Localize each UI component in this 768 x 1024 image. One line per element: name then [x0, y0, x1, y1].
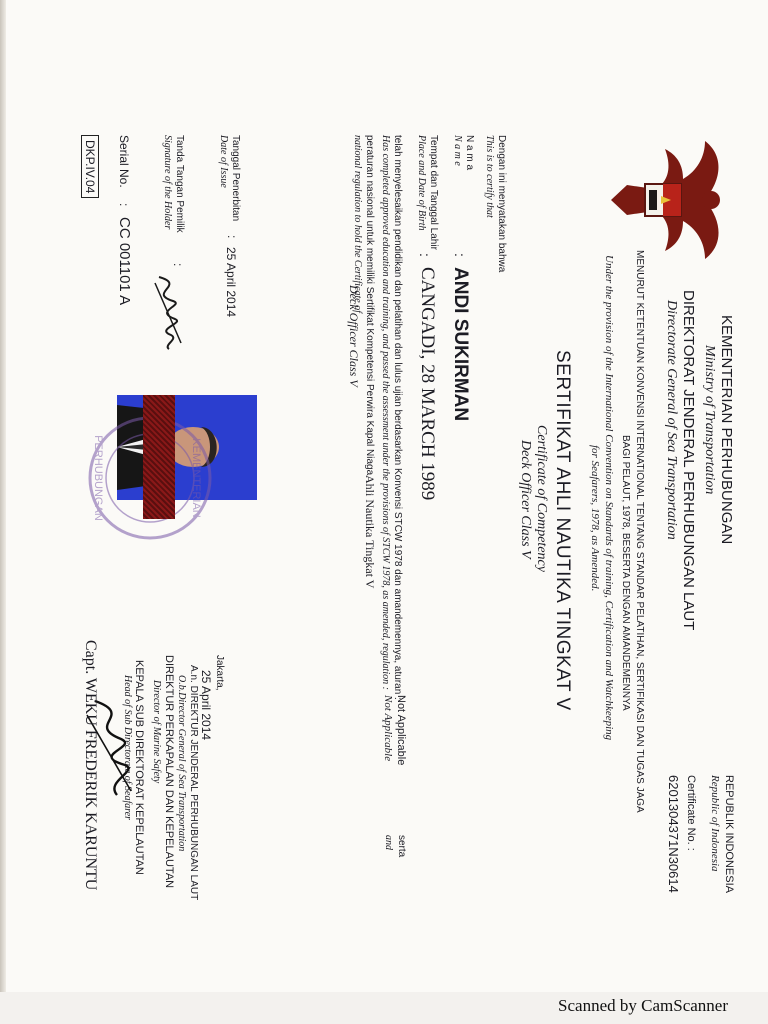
statement-line-3-value: Ahli Nautika Tingkat V — [363, 475, 377, 589]
certificate-no-label: Certificate No. : — [685, 775, 697, 851]
statement-line-3: peraturan nasional untuk memiliki Sertifikat Kompetensi Perwira Kapal Niaga — [364, 135, 375, 476]
name-label-en: N a m e — [452, 135, 463, 166]
ministry-title-en: Ministry of Transportation — [702, 345, 717, 495]
serial-colon: : — [117, 203, 131, 207]
issue-date-label: Tanggal Penerbitan — [230, 135, 241, 222]
statement-line-2: Has completed approved education and training, and passed the assessment under the provisions of STCW 1978, as amended, regulation : — [380, 135, 391, 690]
issuer-director-en: Director of Marine Safety — [151, 680, 162, 784]
form-code — [83, 135, 97, 198]
certify-text-en: This is to certify that — [484, 135, 495, 218]
certify-text: Dengan ini menyatakan bahwa — [496, 135, 507, 273]
garuda-emblem-icon — [605, 135, 735, 265]
issuer-director: DIREKTUR PERKAPALAN DAN KEPELAUTAN — [163, 655, 175, 889]
directorate-title-en: Directorate General of Sea Transportation — [664, 300, 679, 540]
issuer-an-en: O.b.Director General of Sea Transportation — [176, 675, 187, 852]
form-code-box: DKP.IV.04 — [81, 135, 99, 198]
security-strip — [143, 395, 175, 519]
stamp-word-bottom: PERHUBUNGAN — [92, 435, 104, 521]
certificate-class: Deck Officer Class V — [518, 440, 533, 559]
birth-label-en: Place and Date of Birth — [416, 135, 427, 231]
provision-line-3: Under the provision of the International Convention on Standards of training, Certification and Watchkeeping — [603, 255, 615, 741]
holder-signature — [143, 273, 193, 353]
provision-line-2: BAGI PELAUT, 1978, BESERTA DENGAN AMANDEMENNYA — [620, 435, 631, 711]
holder-signature-label: Tanda Tangan Pemilik — [174, 135, 185, 233]
name-label: N a m a — [464, 135, 475, 171]
provision-line-1: MENURUT KETENTUAN KONVENSI INTERNATIONAL TENTANG STANDAR PELATIHAN, SERTIFIKASI DAN TUGAS JAGA — [634, 250, 645, 813]
statement-line-1-right: Not Applicable — [395, 695, 407, 766]
issuer-head: KEPALA SUB DIREKTORAT KEPELAUTAN — [133, 660, 145, 875]
statement-line-4-value: Deck Officer Class V — [347, 285, 361, 387]
provision-line-4: for Seafarers, 1978, as Amended. — [589, 445, 601, 592]
statement-line-2-right: Not Applicable — [382, 695, 394, 762]
ministry-title: KEMENTERIAN PERHUBUNGAN — [718, 315, 735, 545]
directorate-title: DIREKTORAT JENDERAL PERHUBUNGAN LAUT — [680, 290, 697, 631]
holder-name: ANDI SUKIRMAN — [450, 267, 471, 422]
statement-line-1: telah menyelesaikan pendidikan dan pelatihan dan lulus ujian berdasarkan Konvensi STCW 1978 dan amandemennya, aturan : — [392, 135, 403, 700]
serial-value: CC 001101 A — [116, 217, 133, 306]
certificate-subtitle: Certificate of Competency — [534, 425, 549, 572]
name-colon: : — [452, 253, 468, 257]
serial-label: Serial No. — [117, 135, 131, 188]
statement-line-2-far: and — [383, 835, 394, 850]
issuer-date: 25 April 2014 — [199, 670, 213, 741]
statement-line-1-far: serta — [396, 835, 407, 858]
statement-line-4: national regulation to hold the Certificate of — [352, 135, 363, 313]
birth-label: Tempat dan Tanggal Lahir — [428, 135, 439, 250]
birth-value: CANGADI, 28 MARCH 1989 — [417, 267, 438, 501]
scanner-caption: Scanned by CamScanner — [558, 996, 728, 1015]
certificate-title: SERTIFIKAT AHLI NAUTIKA TINGKAT V — [552, 350, 573, 711]
issuer-head-en: Head of Sub Directorate of Seafarer — [122, 675, 133, 821]
certificate-content — [55, 95, 745, 975]
issuer-signatory: Capt. WEKU FREDERIK KARUNTU — [82, 640, 99, 891]
issue-date-colon: : — [225, 235, 239, 239]
certificate-no-value: 6201304371N30614 — [666, 775, 681, 893]
holder-signature-colon: : — [171, 263, 185, 267]
issuer-place: Jakarta, — [214, 655, 225, 691]
issuer-an: A.n. DIREKTUR JENDERAL PERHUBUNGAN LAUT — [188, 665, 199, 901]
birth-colon: : — [417, 253, 433, 257]
stamp-word-top: KEMENTERIAN — [190, 438, 202, 518]
issue-date-value: 25 April 2014 — [224, 247, 238, 318]
republic-label-en: Republic of Indonesia — [709, 775, 721, 872]
republic-label: REPUBLIK INDONESIA — [723, 775, 735, 893]
issue-date-label-en: Date of Issue — [218, 135, 229, 188]
holder-signature-label-en: Signature of the Holder — [162, 135, 173, 230]
